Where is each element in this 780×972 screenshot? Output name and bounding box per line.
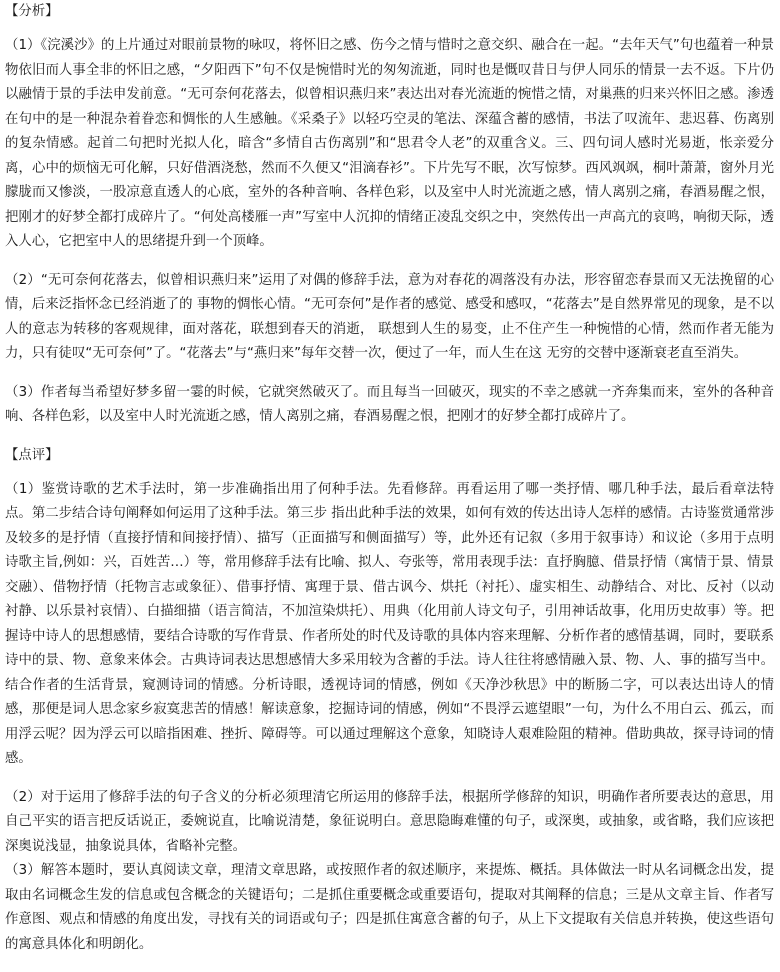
comment-heading: 【点评】 — [5, 447, 59, 463]
spacer — [5, 468, 774, 478]
analysis-heading: 【分析】 — [5, 4, 59, 19]
analysis-paragraph-3: （3）作者每当希望好梦多留一霎的时候，它就突然破灭了。而且每当一回破灭，现实的不幸之感就一齐奔集而来，室外的各种音响、各样色彩，以及室中人时光流逝之感，情人离别之痛，春酒易醒之恨，把刚才的好梦全都打成碎片了。 — [5, 384, 774, 424]
comment-paragraph-3: （3）解答本题时，要认真阅读文章，理清文章思路，或按照作者的叙述顺序，来提炼、概括。具体做法一时从名词概念出发，提取由名词概念生发的信息或包含概念的关键语句；二是抓住重要概念或重要语句，提取对其阐释的信息；三是从文章主旨、作者写作意图、观点和情感的角度出发，寻找有关的词语或句子；四是抓住寓意含蓄的句子，从上下文提取有关信息并转换，使这些语句的寓意具体化和明朗化。 — [5, 863, 774, 952]
spacer — [5, 24, 774, 34]
spacer — [5, 430, 774, 444]
comment-paragraph-2: （2）对于运用了修辞手法的句子含义的分析必须理清它所运用的修辞手法，根据所学修辞的知识，明确作者所要表达的意思，用自己平实的语言把反话说正，委婉说直，比喻说清楚，象征说明白。意思隐晦难懂的句子，或深奥，或抽象，或省略，我们应该把深奥说浅显，抽象说具体，省略补完整。 — [5, 789, 774, 854]
spacer — [5, 255, 774, 269]
comment-paragraph-1: （1）鉴赏诗歌的艺术手法时，第一步准确指出用了何种手法。先看修辞。再看运用了哪一类抒情、哪几种手法，最后看章法特点。第二步结合诗句阐释如何运用了这种手法。第三步 指出此种手法的效果，如何有效的传达出诗人怎样的感情。古诗鉴赏通常涉及较多的是抒情（直接抒情和间接抒情）、描写（正面描写和侧面描写）等，此外还有记叙（多用于叙事诗）和议论（多用于点明诗歌主旨,例如：兴，百姓苦…）等，常用修辞手法有比喻、拟人、夸张等，常用表现手法：直抒胸臆、借景抒情（寓情于景、情景交融）、借物抒情（托物言志或象征）、借事抒情、寓理于景、借古讽今、烘托（衬托）、虚实相生、动静结合、对比、反衬（以动衬静、以乐景衬哀情）、白描细描（语言简洁，不加渲染烘托）、用典（化用前人诗文句子，引用神话故事，化用历史故事）等。把握诗中诗人的思想感情，要结合诗歌的写作背景、作者所处的时代及诗歌的具体内容来理解、分析作者的感情基调，同时，要联系诗中的景、物、意象来体会。古典诗词表达思想感情大多采用较为含蓄的手法。诗人往往将感情融入景、物、人、事的描写当中。结合作者的生活背景，窥测诗词的情感。分析诗眼，透视诗词的情感，例如《天净沙秋思》中的断肠二字，可以表达出诗人的情感，那便是词人思念家乡寂寞悲苦的情感！解读意象，挖掘诗词的情感，例如“不畏浮云遮望眼”一句，为什么不用白云、孤云，而用浮云呢？因为浮云可以暗指困难、挫折、障碍等。可以通过理解这个意象，知晓诗人艰难险阻的精神。借助典故，探寻诗词的情感。 — [5, 481, 774, 766]
analysis-paragraph-1: （1）《浣溪沙》的上片通过对眼前景物的咏叹，将怀旧之感、伤今之情与惜时之意交织、融合在一起。“去年天气”句也蕴着一种景物依旧而人事全非的怀旧之感，“夕阳西下”句不仅是惋惜时光的匆匆流逝，同时也是慨叹昔日与伊人同乐的情景一去不返。下片仍以融情于景的手法申发前意。“无可奈何花落去，似曾相识燕归来”表达出对春光流逝的惋惜之情，对巢燕的归来兴怀旧之感。渗透在句中的是一种混杂着眷恋和惆怅的人生感触。《采桑子》以轻巧空灵的笔法、深蕴含蓄的感情，书法了叹流年、悲迟暮、伤离别的复杂情感。起首二句把时光拟人化，暗含“多情自古伤离别”和“思君令人老”的双重含义。三、四句词人感时光易逝，怅亲爱分离，心中的烦恼无可化解，只好借酒浇愁，然而不久便又“泪滴春衫”。下片先写不眠，次写惊梦。西风飒飒，桐叶萧萧，窗外月光朦胧而又惨淡，一股凉意直透人的心底，室外的各种音响、各样色彩，以及室中人时光流逝之感，情人离别之痛，春酒易醒之恨，把刚才的好梦全都打成碎片了。“何处高楼雁一声”写室中人沉抑的情绪正凌乱交织之中，突然传出一声高亢的哀鸣，响彻天际，透入人心，它把室中人的思绪提升到一个顶峰。 — [5, 38, 774, 249]
spacer — [5, 367, 774, 381]
analysis-paragraph-2: （2）“无可奈何花落去，似曾相识燕归来”运用了对偶的修辞手法，意为对春花的凋落没有办法，形容留恋春景而又无法挽留的心情，后来泛指怀念已经消逝了的 事物的惆怅心情。“无可奈何”是作者的感觉、感受和感叹，“花落去”是自然界常见的现象，是不以人的意志为转移的客观规律，面对落花，联想到春天的消逝， 联想到人生的易变，止不住产生一种惋惜的心情，然而作者无能为力，只有徒叹“无可奈何”了。“花落去”与“燕归来”每年交替一次，便过了一年，而人生在这 无穷的交替中逐渐衰老直至消失。 — [5, 272, 774, 361]
spacer — [5, 772, 774, 786]
